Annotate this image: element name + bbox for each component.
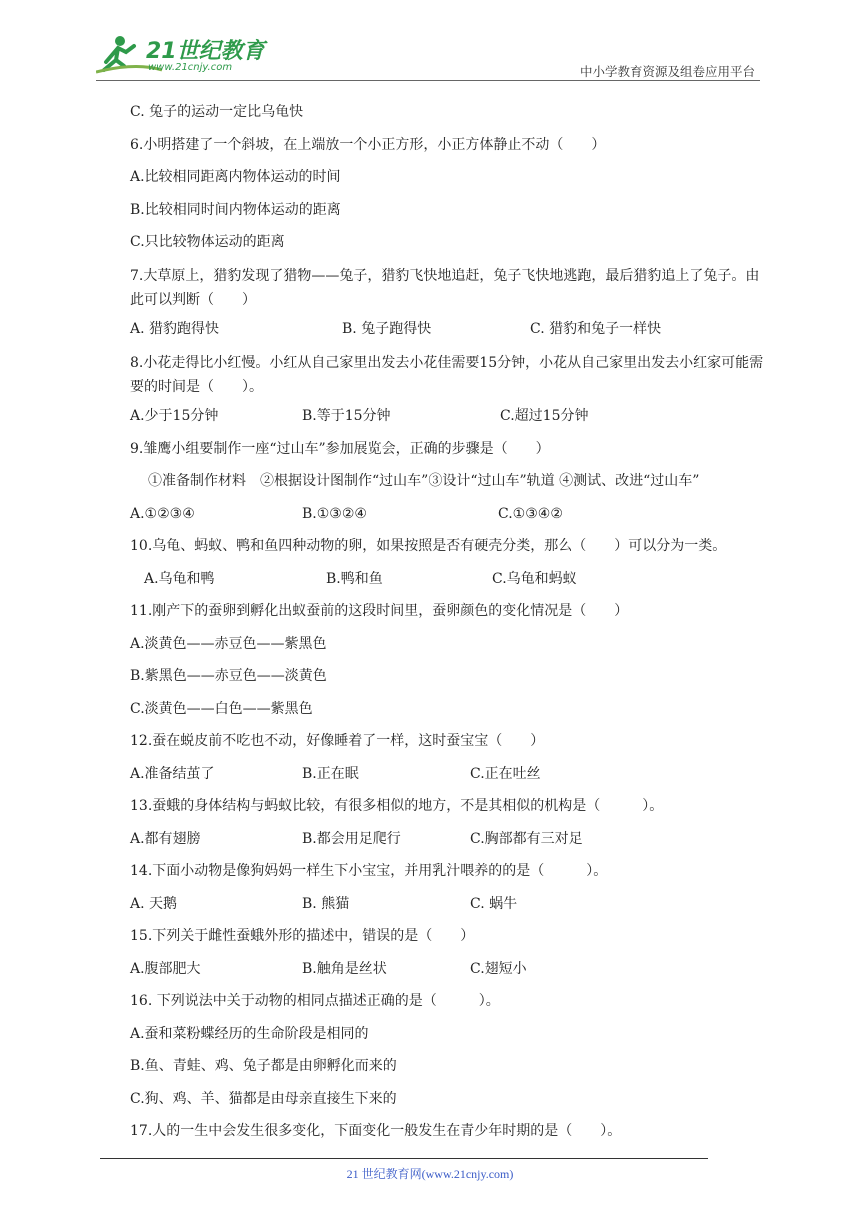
question-14-options bbox=[130, 888, 790, 921]
question-16-option-a: A.蚕和菜粉蝶经历的生命阶段是相同的 bbox=[130, 1025, 369, 1042]
question-10-options bbox=[130, 563, 790, 596]
question-11: 11.刚产下的蚕卵到孵化出蚁蚕前的这段时间里，蚕卵颜色的变化情况是（ ） bbox=[130, 603, 629, 619]
site-logo bbox=[96, 32, 266, 78]
question-6-option-b: B.比较相同时间内物体运动的距离 bbox=[130, 201, 341, 218]
question-14-option-b: B. 熊猫 bbox=[302, 895, 350, 912]
question-13: 13.蚕蛾的身体结构与蚂蚁比较，有很多相似的地方，不是其相似的机构是（ ）。 bbox=[130, 798, 664, 814]
question-14-option-a: A. 天鹅 bbox=[130, 895, 178, 912]
logo-text: 21世纪教育 bbox=[146, 39, 265, 64]
question-16-option-c: C.狗、鸡、羊、猫都是由母亲直接生下来的 bbox=[130, 1090, 397, 1107]
footer-divider bbox=[100, 1158, 708, 1159]
question-9-option-b: B.①③②④ bbox=[302, 505, 367, 522]
question-15-option-b: B.触角是丝状 bbox=[302, 960, 387, 977]
question-7-option-c: C. 猎豹和兔子一样快 bbox=[530, 320, 662, 337]
question-7: 7.大草原上，猎豹发现了猎物——兔子，猎豹飞快地追赶，兔子飞快地逃跑，最后猎豹追上了兔子。由此可以判断（ ） bbox=[130, 267, 760, 308]
question-6-option-a: A.比较相同距离内物体运动的时间 bbox=[130, 169, 341, 185]
question-14: 14.下面小动物是像狗妈妈一样生下小宝宝，并用乳汁喂养的的是（ ）。 bbox=[130, 863, 608, 879]
question-11-option-a: A.淡黄色——赤豆色——紫黑色 bbox=[130, 635, 327, 652]
question-16: 16. 下列说法中关于动物的相同点描述正确的是（ ）。 bbox=[130, 993, 500, 1009]
question-13-option-b: B.都会用足爬行 bbox=[302, 830, 401, 847]
question-6: 6.小明搭建了一个斜坡，在上端放一个小正方形，小正方体静止不动（ ） bbox=[130, 136, 606, 153]
question-9-option-a: A.①②③④ bbox=[130, 505, 195, 522]
question-9: 9.雏鹰小组要制作一座“过山车”参加展览会，正确的步骤是（ ） bbox=[130, 440, 550, 457]
question-15-option-a: A.腹部肥大 bbox=[130, 960, 201, 977]
question-15-options bbox=[130, 953, 790, 986]
question-10-option-b: B.鸭和鱼 bbox=[326, 570, 383, 587]
question-8-option-b: B.等于15分钟 bbox=[302, 407, 391, 424]
question-16-option-b: B.鱼、青蛙、鸡、兔子都是由卵孵化而来的 bbox=[130, 1058, 397, 1074]
question-14-option-c: C. 蜗牛 bbox=[470, 895, 518, 912]
platform-name: 中小学教育资源及组卷应用平台 bbox=[579, 64, 755, 79]
question-12-option-c: C.正在吐丝 bbox=[470, 765, 541, 782]
question-9-option-c: C.①③④② bbox=[498, 505, 563, 522]
question-8-options bbox=[130, 399, 790, 433]
question-13-options bbox=[130, 823, 790, 856]
question-17: 17.人的一生中会发生很多变化，下面变化一般发生在青少年时期的是（ ）。 bbox=[130, 1123, 622, 1139]
footer-link[interactable]: 21 世纪教育网(www.21cnjy.com) bbox=[346, 1167, 514, 1181]
question-10-option-a: A.乌龟和鸭 bbox=[144, 570, 215, 587]
option-c-text: C. 兔子的运动一定比乌龟快 bbox=[130, 104, 304, 120]
question-7-option-a: A. 猎豹跑得快 bbox=[130, 320, 220, 337]
question-10-option-c: C.乌龟和蚂蚁 bbox=[492, 570, 577, 587]
question-9-options bbox=[130, 498, 790, 531]
question-11-option-b: B.紫黑色——赤豆色——淡黄色 bbox=[130, 668, 327, 684]
question-9-steps: ①准备制作材料 ②根据设计图制作“过山车”③设计“过山车”轨道 ④测试、改进“过山车” bbox=[148, 473, 700, 489]
question-15: 15.下列关于雌性蚕蛾外形的描述中，错误的是（ ） bbox=[130, 928, 475, 944]
question-12-options bbox=[130, 758, 790, 791]
question-12-option-b: B.正在眠 bbox=[302, 765, 359, 782]
question-12-option-a: A.准备结茧了 bbox=[130, 765, 215, 782]
question-12: 12.蚕在蜕皮前不吃也不动，好像睡着了一样，这时蚕宝宝（ ） bbox=[130, 733, 545, 749]
question-7-options bbox=[130, 312, 790, 346]
question-8: 8.小花走得比小红慢。小红从自己家里出发去小花佳需要15分钟，小花从自己家里出发去小红家可能需要的时间是（ ）。 bbox=[130, 354, 764, 395]
header-divider bbox=[96, 80, 760, 81]
question-13-option-c: C.胸部都有三对足 bbox=[470, 830, 583, 847]
question-8-option-a: A.少于15分钟 bbox=[130, 407, 219, 424]
question-8-option-c: C.超过15分钟 bbox=[500, 407, 589, 424]
question-11-option-c: C.淡黄色——白色——紫黑色 bbox=[130, 700, 313, 717]
logo-url: www.21cnjy.com bbox=[148, 62, 233, 73]
question-15-option-c: C.翅短小 bbox=[470, 960, 527, 977]
question-6-option-c: C.只比较物体运动的距离 bbox=[130, 234, 285, 250]
question-7-option-b: B. 兔子跑得快 bbox=[342, 320, 432, 337]
question-list bbox=[130, 96, 790, 1148]
question-13-option-a: A.都有翅膀 bbox=[130, 830, 201, 847]
question-10: 10.乌龟、蚂蚁、鸭和鱼四种动物的卵，如果按照是否有硬壳分类，那么（ ）可以分为一类。 bbox=[130, 538, 727, 554]
